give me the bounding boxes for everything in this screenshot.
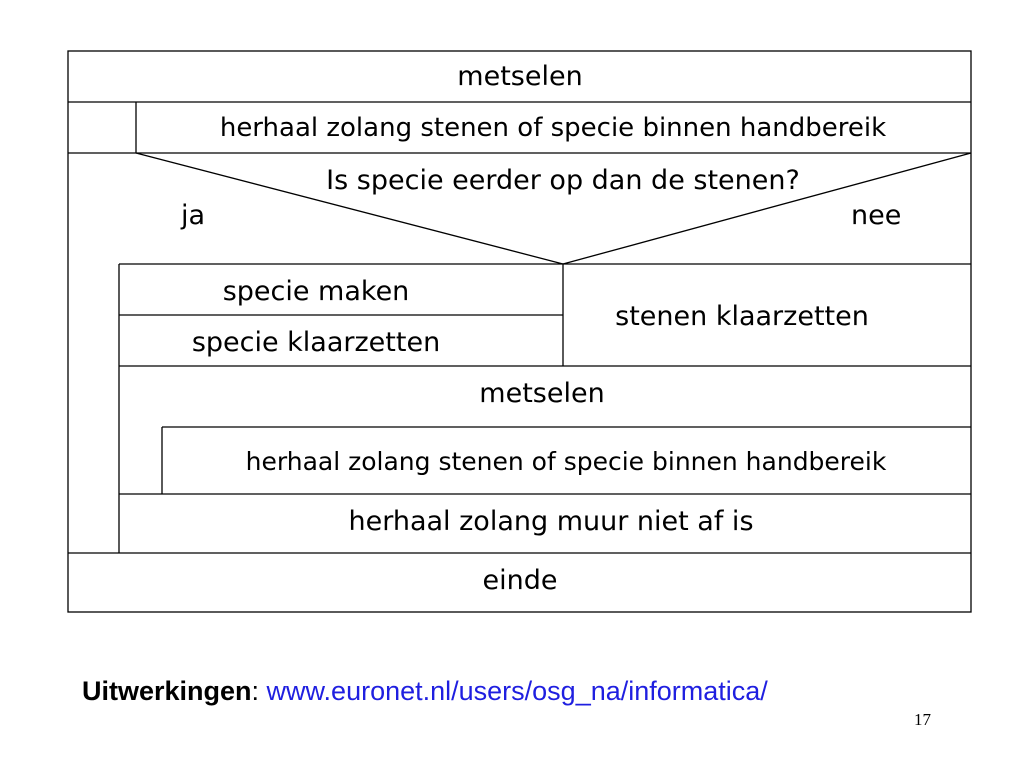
end-statement-text: einde [482,565,558,596]
yes-step-1-text: specie maken [222,276,410,307]
inner-statement-text: metselen [479,378,605,409]
top-statement-text: metselen [457,61,583,92]
no-step-1-text: stenen klaarzetten [615,301,869,332]
footer-url-link[interactable]: www.euronet.nl/users/osg_na/informatica/ [266,676,768,706]
yes-step-2-text: specie klaarzetten [191,327,441,358]
footer-label: Uitwerkingen [82,676,252,706]
inner-loop-condition-text: herhaal zolang stenen of specie binnen handbereik [245,447,887,476]
footer-separator: : [251,676,267,706]
outer-loop-condition-text: herhaal zolang stenen of specie binnen handbereik [219,113,887,143]
repeat-wall-condition-text: herhaal zolang muur niet af is [348,506,754,537]
branch-yes-label: ja [181,200,206,231]
decision-question-text: Is specie eerder op dan de stenen? [326,165,800,196]
branch-no-label: nee [851,200,902,231]
footer-line [82,676,768,707]
page-number: 17 [914,710,931,729]
